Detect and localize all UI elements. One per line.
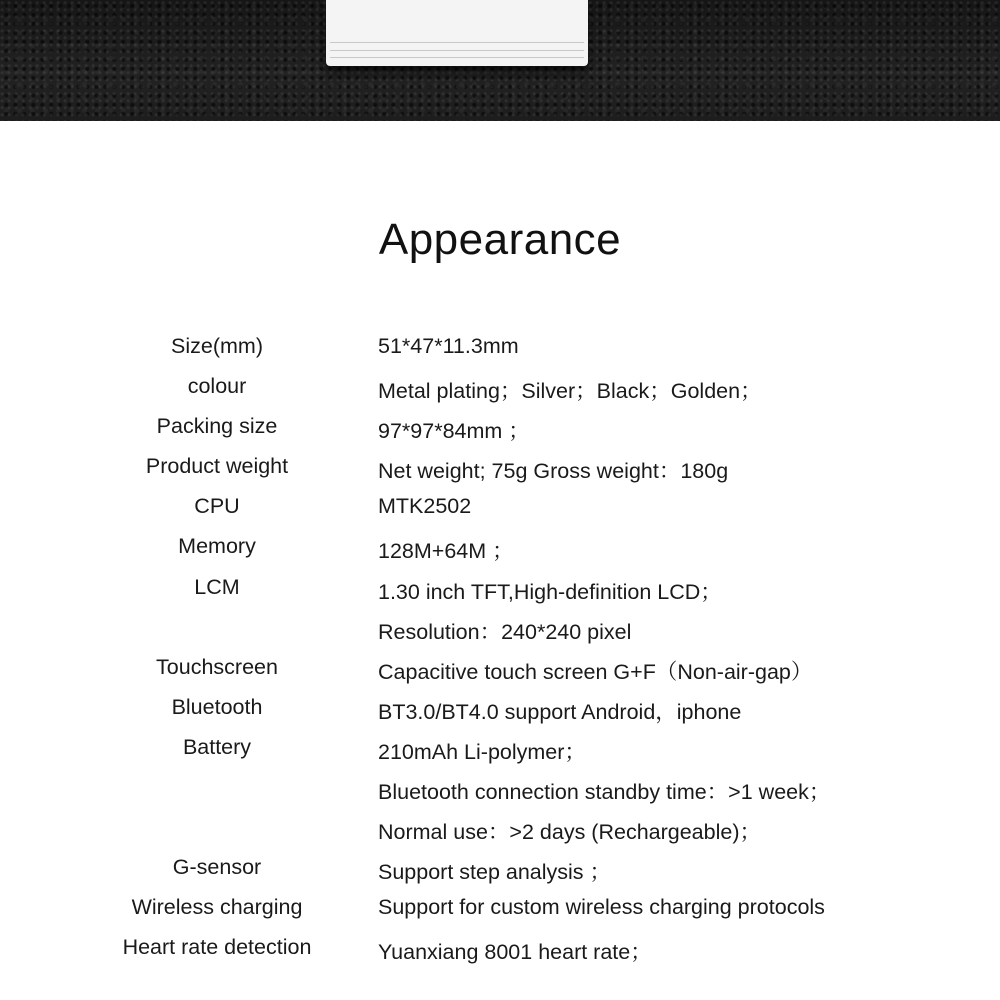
spec-value: Normal use：>2 days (Rechargeable)； xyxy=(378,820,761,845)
box-edge-line xyxy=(330,50,584,51)
spec-row xyxy=(0,887,1000,927)
spec-label: CPU xyxy=(194,494,240,519)
spec-value: Support for custom wireless charging protocols xyxy=(378,895,825,920)
spec-row xyxy=(0,927,1000,967)
spec-label: Battery xyxy=(182,734,252,759)
spec-label: Heart rate detection xyxy=(122,935,312,960)
spec-label: Memory xyxy=(178,534,256,559)
spec-row xyxy=(0,607,1000,647)
spec-table xyxy=(0,326,1000,968)
spec-value: MTK2502 xyxy=(378,494,472,519)
spec-value: 128M+64M ； xyxy=(378,539,514,564)
spec-row xyxy=(0,727,1000,767)
spec-label: Size(mm) xyxy=(171,334,263,358)
spec-row xyxy=(0,366,1000,406)
spec-value: Metal plating；Silver；Black；Golden； xyxy=(378,379,762,404)
spec-row xyxy=(0,446,1000,486)
spec-value: 97*97*84mm ； xyxy=(378,419,530,444)
product-box-image xyxy=(326,0,588,66)
spec-row xyxy=(0,567,1000,607)
section-title: Appearance xyxy=(378,215,622,264)
spec-value: Support step analysis ； xyxy=(378,860,612,885)
spec-row xyxy=(0,526,1000,566)
spec-value: Resolution：240*240 pixel xyxy=(378,619,632,644)
spec-value: Yuanxiang 8001 heart rate； xyxy=(378,940,652,965)
spec-label: LCM xyxy=(194,574,240,599)
spec-value: 51*47*11.3mm xyxy=(378,334,519,358)
spec-label: Product weight xyxy=(145,454,289,479)
spec-label: Wireless charging xyxy=(131,895,303,920)
spec-value: Bluetooth connection standby time：>1 week； xyxy=(378,780,831,805)
spec-value: 210mAh Li-polymer； xyxy=(378,739,586,764)
spec-row xyxy=(0,807,1000,847)
spec-label: Touchscreen xyxy=(156,654,278,679)
spec-row xyxy=(0,647,1000,687)
box-edge-line xyxy=(330,57,584,58)
spec-label: colour xyxy=(187,374,247,399)
spec-row xyxy=(0,767,1000,807)
box-edge-line xyxy=(330,42,584,43)
spec-row xyxy=(0,486,1000,526)
spec-value: BT3.0/BT4.0 support Android，iphone xyxy=(378,699,742,724)
spec-value: 1.30 inch TFT,High-definition LCD； xyxy=(378,579,722,604)
spec-label: Packing size xyxy=(156,414,278,439)
spec-label: Bluetooth xyxy=(171,694,263,719)
spec-label: G-sensor xyxy=(172,855,262,880)
hero-leather-photo xyxy=(0,0,1000,121)
spec-row xyxy=(0,847,1000,887)
spec-value: Capacitive touch screen G+F（Non-air-gap） xyxy=(378,659,813,684)
spec-value: Net weight; 75g Gross weight：180g xyxy=(378,459,729,484)
spec-row xyxy=(0,326,1000,366)
spec-row xyxy=(0,406,1000,446)
spec-row xyxy=(0,687,1000,727)
